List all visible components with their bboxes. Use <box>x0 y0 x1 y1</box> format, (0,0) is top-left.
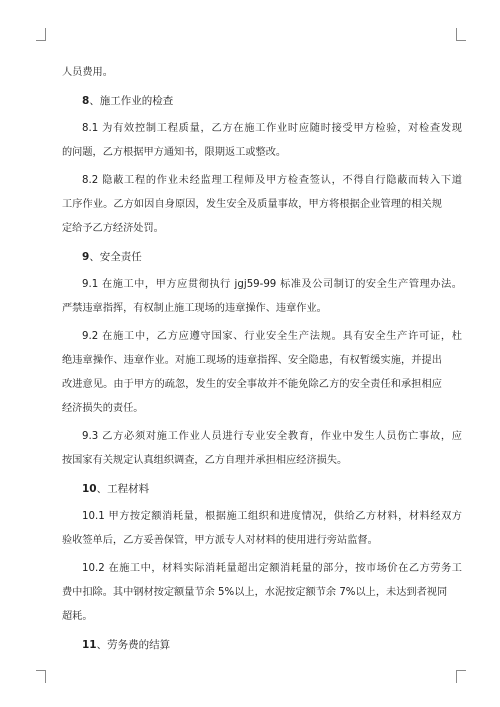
paragraph-line: 验收签单后，乙方妥善保管，甲方派专人对材料的使用进行旁站监督。 <box>62 535 378 546</box>
paragraph-line: 绝违章操作、违章作业。对施工现场的违章指挥、安全隐患，有权暂缓实施，并提出 <box>62 355 442 366</box>
crop-mark-top-right <box>456 28 466 41</box>
crop-mark-bottom-left <box>36 670 46 683</box>
paragraph-line: 严禁违章指挥，有权制止施工现场的违章操作、违章作业。 <box>62 303 327 314</box>
paragraph-line: 10.1 甲方按定额消耗量，根据施工组织和进度情况，供给乙方材料，材料经双方 <box>82 511 462 522</box>
section-heading-10 <box>62 482 462 496</box>
paragraph-line: 经济损失的责任。 <box>62 403 144 414</box>
paragraph-line: 人员费用。 <box>62 67 113 78</box>
section-title: 、施工作业的检查 <box>89 95 174 107</box>
section-number: 8 <box>82 95 90 107</box>
paragraph-line: 9.1 在施工中，甲方应贯彻执行 jgj59-99 标准及公司制订的安全生产管理办法。 <box>82 279 462 290</box>
section-number: 11 <box>82 639 97 651</box>
paragraph-line: 9.3 乙方必须对施工作业人员进行专业安全教育，作业中发生人员伤亡事故，应 <box>82 431 462 442</box>
paragraph-line: 费中扣除。其中钢材按定额量节余 5%以上，水泥按定额节余 7%以上，未达到者视同 <box>62 587 448 598</box>
section-heading-9 <box>62 250 462 264</box>
paragraph-line: 9.2 在施工中，乙方应遵守国家、行业安全生产法规。具有安全生产许可证，杜 <box>82 331 462 342</box>
section-number: 9 <box>82 251 90 263</box>
crop-mark-bottom-right <box>456 670 466 683</box>
crop-mark-top-left <box>36 28 46 41</box>
paragraph-line: 定给予乙方经济处罚。 <box>62 223 164 234</box>
paragraph-line: 8.2 隐蔽工程的作业未经监理工程师及甲方检查签认，不得自行隐蔽而转入下道 <box>82 175 462 186</box>
section-title: 、劳务费的结算 <box>96 639 171 651</box>
paragraph-line: 超耗。 <box>62 611 93 622</box>
section-title: 、工程材料 <box>96 483 150 495</box>
paragraph-line: 按国家有关规定认真组织调查，乙方自理并承担相应经济损失。 <box>62 455 348 466</box>
section-number: 10 <box>82 483 97 495</box>
paragraph-line: 改进意见。由于甲方的疏忽，发生的安全事故并不能免除乙方的安全责任和承担相应 <box>62 379 442 390</box>
paragraph-line: 的问题，乙方根据甲方通知书，限期返工或整改。 <box>62 147 287 158</box>
paragraph-line: 工序作业。乙方如因自身原因，发生安全及质量事故，甲方将根据企业管理的相关规 <box>62 199 442 210</box>
paragraph-line: 10.2 在施工中，材料实际消耗量超出定额消耗量的部分，按市场价在乙方劳务工 <box>82 563 462 574</box>
section-heading-8 <box>62 94 462 108</box>
paragraph-line: 8.1 为有效控制工程质量，乙方在施工作业时应随时接受甲方检验，对检查发现 <box>82 123 462 134</box>
section-heading-11 <box>62 638 462 652</box>
section-title: 、安全责任 <box>89 251 142 263</box>
